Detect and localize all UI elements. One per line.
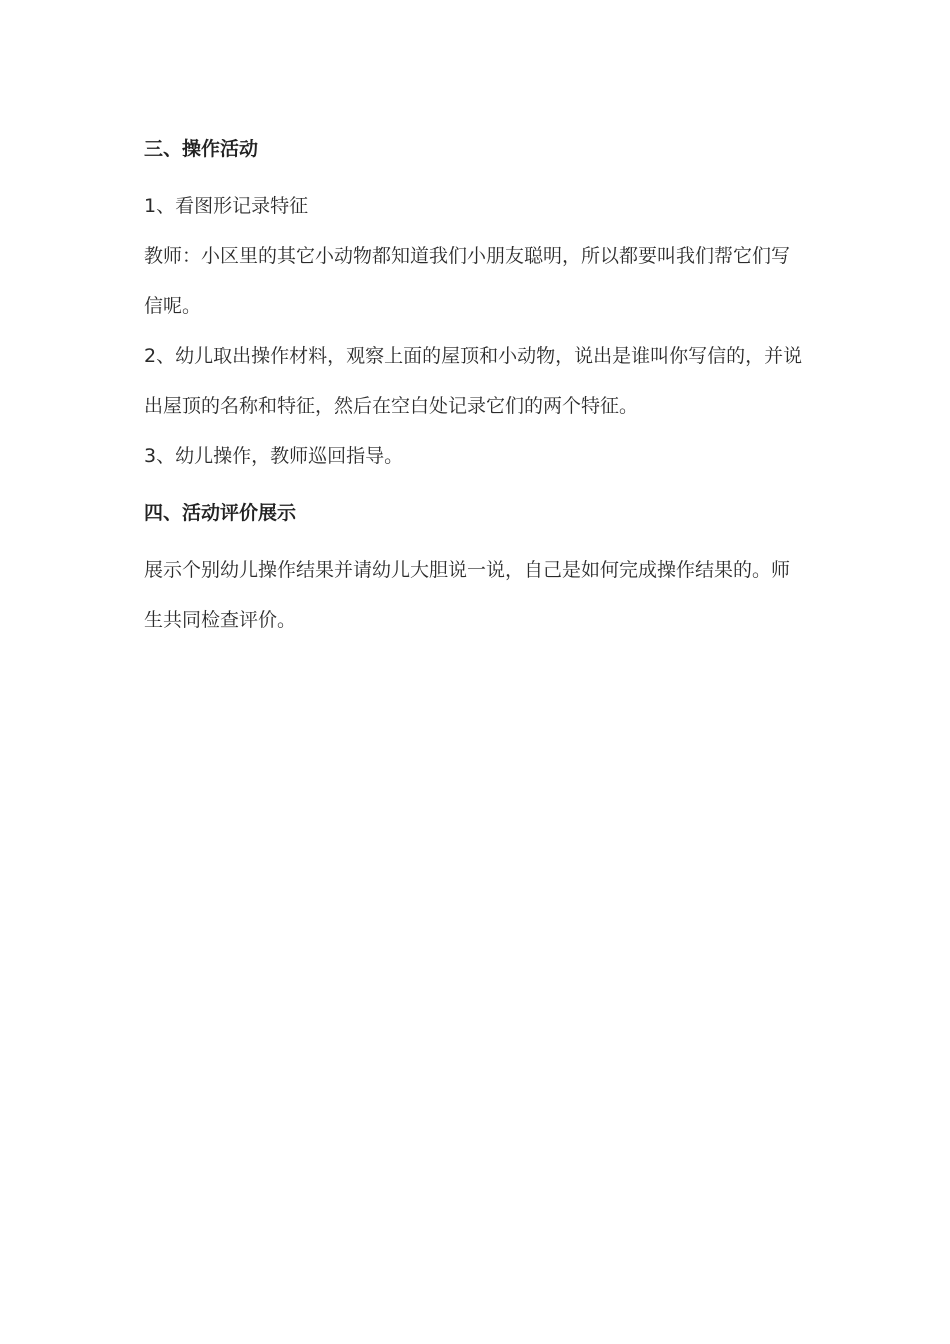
section-heading: 三、操作活动 (144, 138, 259, 160)
section-evaluation-display (144, 495, 808, 645)
paragraph: 3、幼儿操作，教师巡回指导。 (144, 445, 404, 467)
paragraph: 1、看图形记录特征 (144, 195, 309, 217)
paragraph: 教师：小区里的其它小动物都知道我们小朋友聪明，所以都要叫我们帮它们写信呢。 (144, 245, 791, 317)
paragraph: 展示个别幼儿操作结果并请幼儿大胆说一说，自己是如何完成操作结果的。师生共同检查评价。 (144, 559, 791, 631)
paragraph: 2、幼儿取出操作材料，观察上面的屋顶和小动物，说出是谁叫你写信的，并说出屋顶的名称和特征，然后在空白处记录它们的两个特征。 (144, 345, 803, 417)
section-operation-activity (144, 131, 808, 481)
section-heading: 四、活动评价展示 (144, 502, 297, 524)
document-body (144, 131, 808, 645)
